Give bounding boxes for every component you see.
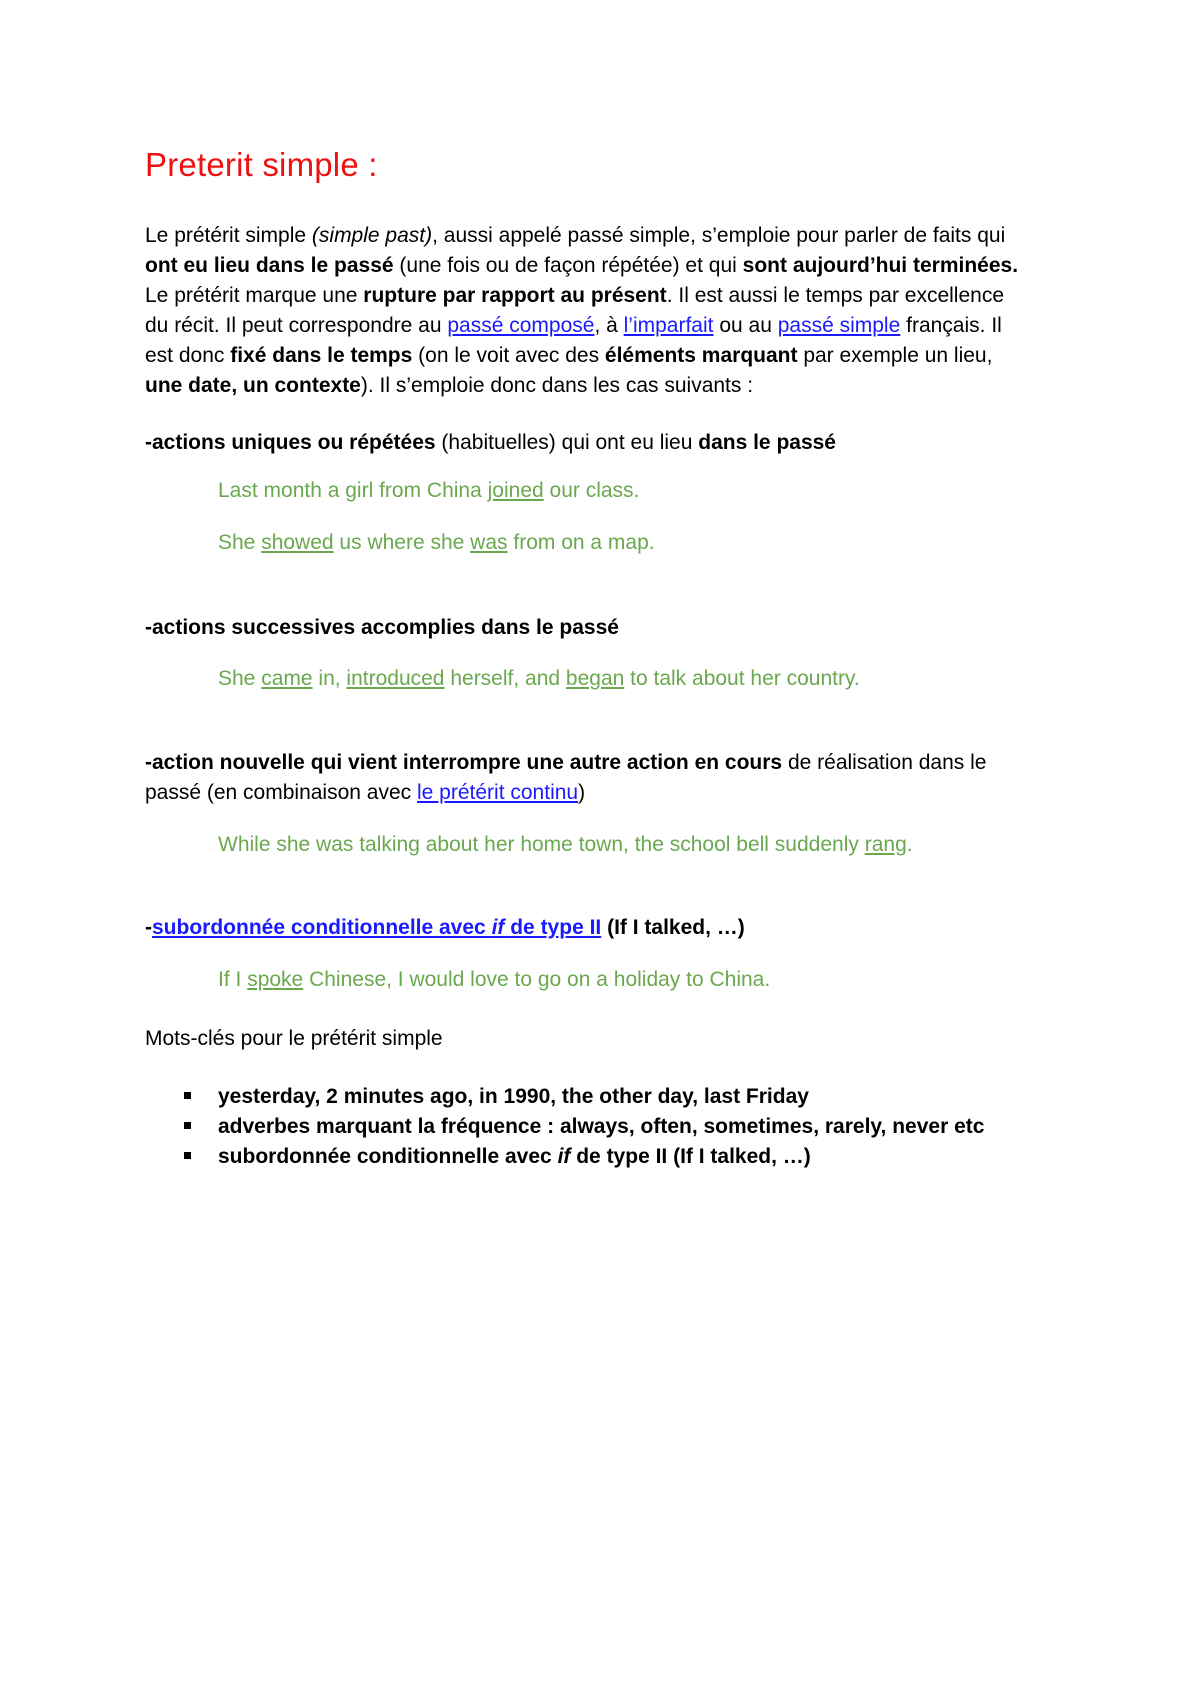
intro-line	[145, 341, 1065, 371]
square-bullet-icon	[184, 1092, 191, 1099]
section-heading-4	[145, 913, 745, 943]
link-preterit-continu[interactable]: le prétérit continu	[417, 781, 579, 804]
text-bold: rupture par rapport au présent	[363, 284, 667, 307]
text: .	[906, 833, 913, 856]
verb-underlined: introduced	[346, 667, 445, 690]
verb-underlined: rang	[864, 833, 907, 856]
intro-line	[145, 251, 1065, 281]
text-bold: une date, un contexte	[145, 374, 361, 397]
text: de type II	[504, 916, 602, 939]
verb-underlined: joined	[487, 479, 544, 502]
text: ). Il s’emploie donc dans les cas suivants :	[360, 374, 754, 397]
section-heading-3	[145, 748, 986, 778]
text: Le prétérit simple	[145, 224, 312, 247]
text: our class.	[543, 479, 640, 502]
link-imparfait[interactable]: l’imparfait	[623, 314, 714, 337]
verb-underlined: came	[261, 667, 313, 690]
intro-paragraph	[145, 221, 1065, 401]
text-italic: if	[557, 1145, 571, 1168]
text: Last month a girl from China	[218, 479, 488, 502]
text: Le prétérit marque une	[145, 284, 364, 307]
keywords-heading: Mots-clés pour le prétérit simple	[145, 1027, 443, 1050]
square-bullet-icon	[184, 1122, 191, 1129]
example-sentence	[218, 830, 913, 860]
text: ou au	[713, 314, 778, 337]
text-bold: sont aujourd’hui terminées.	[742, 254, 1019, 277]
text: us where she	[333, 531, 471, 554]
example-sentence	[218, 528, 655, 558]
text: adverbes marquant la fréquence : always, often, sometimes, rarely, never etc	[218, 1115, 985, 1138]
text: . Il est aussi le temps par excellence	[666, 284, 1005, 307]
verb-underlined: showed	[261, 531, 334, 554]
text-bold: éléments marquant	[604, 344, 798, 367]
text: Chinese, I would love to go on a holiday to China.	[303, 968, 771, 991]
list-item	[180, 1142, 984, 1172]
example-sentence	[218, 664, 860, 694]
text: )	[578, 781, 586, 804]
intro-line	[145, 281, 1065, 311]
keywords-list	[180, 1082, 984, 1172]
text: (une fois ou de façon répétée) et qui	[393, 254, 743, 277]
text: (on le voit avec des	[412, 344, 605, 367]
text: (habituelles) qui ont eu lieu	[435, 431, 699, 454]
intro-line	[145, 371, 1065, 401]
text: , à	[594, 314, 624, 337]
text: subordonnée conditionnelle avec	[152, 916, 492, 939]
text: -	[145, 916, 152, 939]
list-item	[180, 1082, 984, 1112]
text: passé (en combinaison avec	[145, 781, 417, 804]
text: de réalisation dans le	[782, 751, 987, 774]
text: She	[218, 667, 262, 690]
text-italic: (simple past)	[311, 224, 433, 247]
verb-underlined: began	[565, 667, 625, 690]
text: She	[218, 531, 262, 554]
text: herself, and	[444, 667, 566, 690]
link-passe-simple[interactable]: passé simple	[777, 314, 901, 337]
text-bold: -actions uniques ou répétées	[145, 431, 436, 454]
section-heading-2: -actions successives accomplies dans le passé	[145, 616, 619, 639]
text-bold: fixé dans le temps	[230, 344, 413, 367]
text-bold: dans le passé	[698, 431, 836, 454]
verb-underlined: spoke	[247, 968, 304, 991]
text: from on a map.	[507, 531, 655, 554]
text: de type II (If I talked, …)	[570, 1145, 811, 1168]
text: While she was talking about her home town, the school bell suddenly	[218, 833, 865, 856]
section-heading-3-cont	[145, 778, 585, 808]
page-title: Preterit simple :	[145, 146, 378, 183]
text-bold: -action nouvelle qui vient interrompre une autre action en cours	[145, 751, 783, 774]
link-subordonnee-conditionnelle[interactable]	[152, 916, 601, 939]
section-heading-1	[145, 428, 836, 458]
text: (If I talked, …)	[601, 916, 745, 939]
verb-underlined: was	[470, 531, 508, 554]
square-bullet-icon	[184, 1152, 191, 1159]
text: par exemple un lieu,	[797, 344, 993, 367]
intro-line	[145, 221, 1065, 251]
text: subordonnée conditionnelle avec	[218, 1145, 558, 1168]
list-item	[180, 1112, 984, 1142]
text: du récit. Il peut correspondre au	[145, 314, 448, 337]
text: français. Il	[900, 314, 1002, 337]
text: yesterday, 2 minutes ago, in 1990, the other day, last Friday	[218, 1085, 809, 1108]
text: to talk about her country.	[624, 667, 860, 690]
link-passe-compose[interactable]: passé composé	[447, 314, 595, 337]
example-sentence	[218, 965, 770, 995]
text-bold: ont eu lieu dans le passé	[145, 254, 394, 277]
text-italic: if	[491, 916, 505, 939]
intro-line	[145, 311, 1065, 341]
text: in,	[312, 667, 347, 690]
example-sentence	[218, 476, 639, 506]
text: , aussi appelé passé simple, s’emploie pour parler de faits qui	[432, 224, 1006, 247]
text: If I	[218, 968, 248, 991]
text: est donc	[145, 344, 231, 367]
